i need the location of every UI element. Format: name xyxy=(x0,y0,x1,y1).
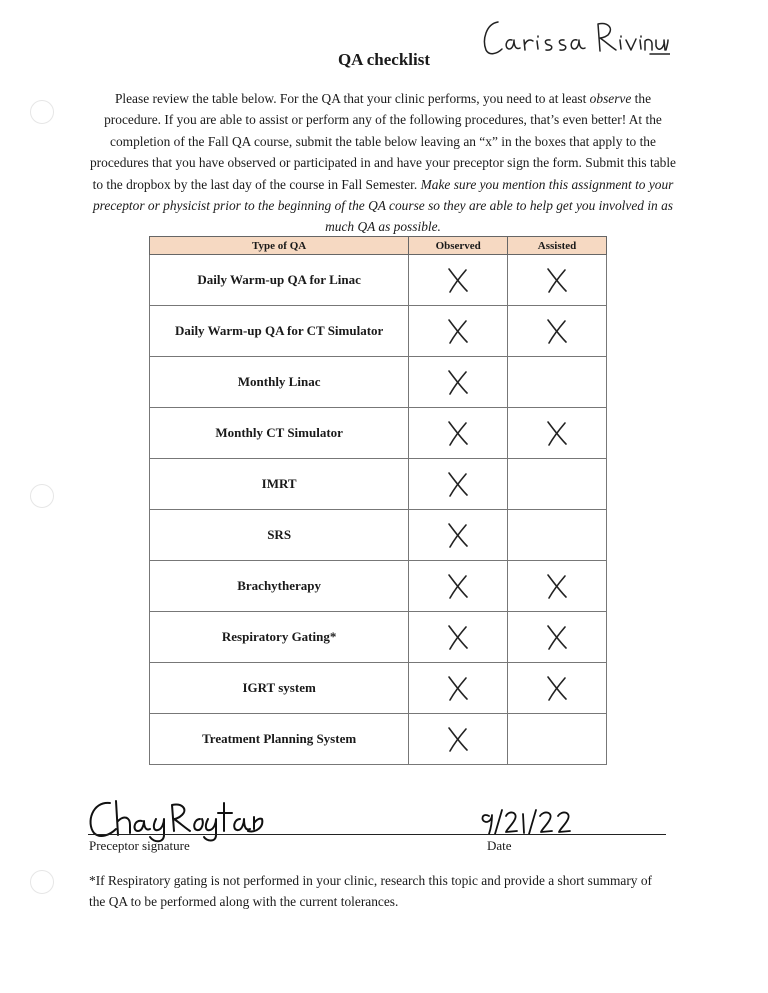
qa-checklist-table xyxy=(149,236,607,765)
preceptor-signature-image xyxy=(84,797,264,843)
table-row xyxy=(150,408,607,459)
qa-type-cell: Daily Warm-up QA for Linac xyxy=(150,255,409,306)
assisted-cell[interactable] xyxy=(508,408,607,459)
x-mark-icon xyxy=(544,571,570,601)
assisted-cell[interactable] xyxy=(508,612,607,663)
instructions-paragraph xyxy=(88,88,678,238)
date-label: Date xyxy=(487,838,512,853)
qa-type-cell: Monthly Linac xyxy=(150,357,409,408)
table-row xyxy=(150,714,607,765)
x-mark-icon xyxy=(544,418,570,448)
table-row xyxy=(150,255,607,306)
x-mark-icon xyxy=(445,724,471,754)
qa-type-cell: Daily Warm-up QA for CT Simulator xyxy=(150,306,409,357)
observed-cell[interactable] xyxy=(409,408,508,459)
instructions-emphasis-1: observe xyxy=(589,91,632,106)
signature-line xyxy=(88,834,666,835)
observed-cell[interactable] xyxy=(409,255,508,306)
x-mark-icon xyxy=(445,673,471,703)
table-row xyxy=(150,357,607,408)
header-type-of-qa: Type of QA xyxy=(150,237,409,255)
x-mark-icon xyxy=(445,367,471,397)
instructions-text-1: Please review the table below. For the QA that your clinic performs, you need to at least xyxy=(114,91,590,106)
punch-hole xyxy=(30,100,54,124)
observed-cell[interactable] xyxy=(409,714,508,765)
assisted-cell[interactable] xyxy=(508,561,607,612)
table-row xyxy=(150,561,607,612)
handwritten-date xyxy=(478,806,588,836)
table-row xyxy=(150,612,607,663)
page-title: QA checklist xyxy=(337,50,431,69)
x-mark-icon xyxy=(445,469,471,499)
table-row xyxy=(150,459,607,510)
x-mark-icon xyxy=(445,622,471,652)
qa-type-cell: IGRT system xyxy=(150,663,409,714)
punch-hole xyxy=(30,870,54,894)
assisted-cell[interactable] xyxy=(508,357,607,408)
instructions-emphasis-2: Make sure you mention this assignment to your preceptor or physicist prior to the beginning of the QA course so they are able to help get you involved in as much QA as possible. xyxy=(92,176,674,235)
x-mark-icon xyxy=(445,418,471,448)
x-mark-icon xyxy=(544,673,570,703)
header-observed: Observed xyxy=(409,237,508,255)
qa-type-cell: IMRT xyxy=(150,459,409,510)
x-mark-icon xyxy=(445,520,471,550)
x-mark-icon xyxy=(445,265,471,295)
observed-cell[interactable] xyxy=(409,663,508,714)
x-mark-icon xyxy=(544,316,570,346)
observed-cell[interactable] xyxy=(409,357,508,408)
qa-type-cell: Respiratory Gating* xyxy=(150,612,409,663)
table-row xyxy=(150,663,607,714)
header-assisted: Assisted xyxy=(508,237,607,255)
table-header-row xyxy=(150,237,607,255)
x-mark-icon xyxy=(445,571,471,601)
footnote: *If Respiratory gating is not performed in your clinic, research this topic and provide a short summary of the QA to be performed along with the current tolerances. xyxy=(89,873,653,909)
observed-cell[interactable] xyxy=(409,510,508,561)
observed-cell[interactable] xyxy=(409,561,508,612)
table-row xyxy=(150,510,607,561)
qa-type-cell: Treatment Planning System xyxy=(150,714,409,765)
observed-cell[interactable] xyxy=(409,459,508,510)
x-mark-icon xyxy=(544,622,570,652)
observed-cell[interactable] xyxy=(409,306,508,357)
qa-type-cell: Brachytherapy xyxy=(150,561,409,612)
qa-type-cell: SRS xyxy=(150,510,409,561)
x-mark-icon xyxy=(544,265,570,295)
assisted-cell[interactable] xyxy=(508,510,607,561)
table-row xyxy=(150,306,607,357)
assisted-cell[interactable] xyxy=(508,714,607,765)
punch-hole xyxy=(30,484,54,508)
qa-type-cell: Monthly CT Simulator xyxy=(150,408,409,459)
assisted-cell[interactable] xyxy=(508,459,607,510)
instructions-text-2: the procedure. If you are able to assist or perform any of the following procedures, that’s even better! At the completion of the Fall QA course, submit the table below leaving an “x” in the boxes that apply to the procedures that you have observed or participated in and have your preceptor sign the form. Submit this table to the dropbox by the last day of the course in Fall Semester. xyxy=(89,91,677,192)
assisted-cell[interactable] xyxy=(508,306,607,357)
observed-cell[interactable] xyxy=(409,612,508,663)
assisted-cell[interactable] xyxy=(508,255,607,306)
x-mark-icon xyxy=(445,316,471,346)
assisted-cell[interactable] xyxy=(508,663,607,714)
preceptor-signature-label: Preceptor signature xyxy=(89,838,190,853)
